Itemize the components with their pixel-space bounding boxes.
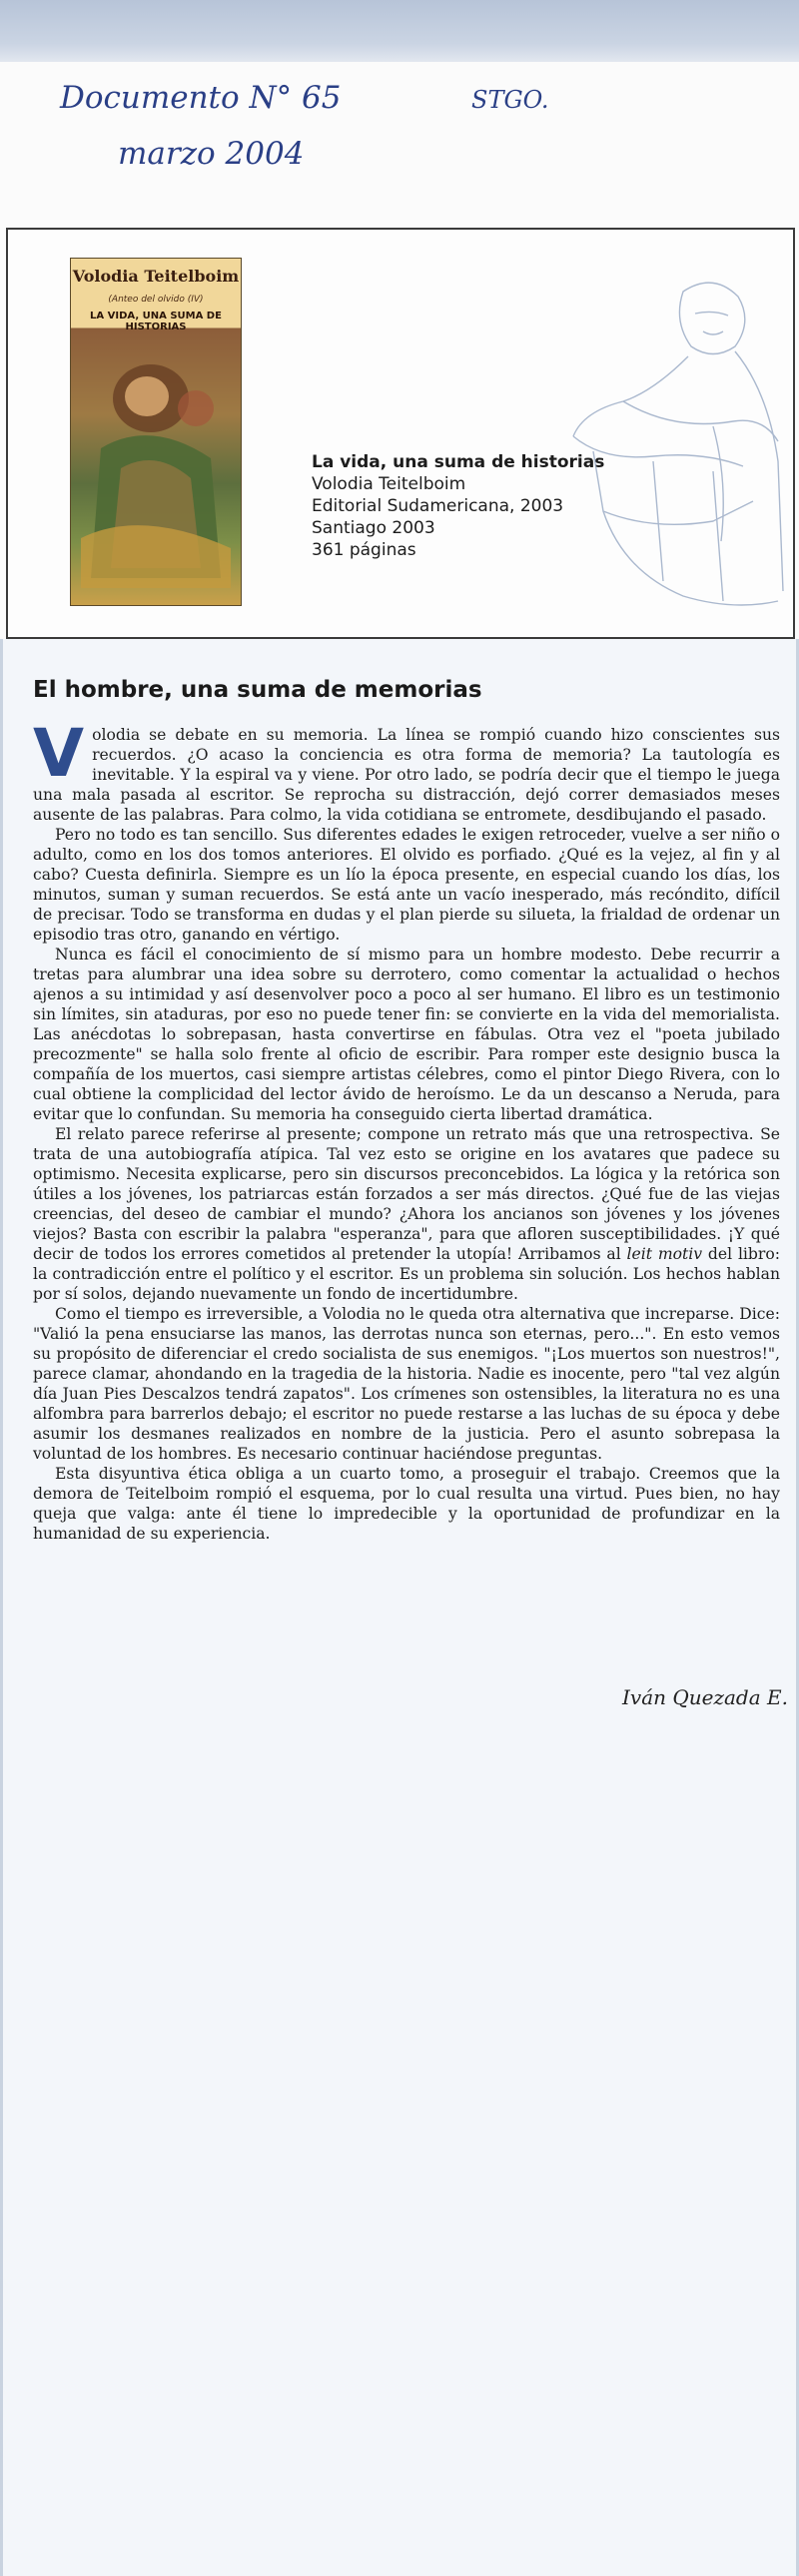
book-title: La vida, una suma de historias — [312, 452, 605, 472]
handwritten-date: marzo 2004 — [118, 136, 305, 172]
cover-title: LA VIDA, UNA SUMA DE HISTORIAS — [90, 311, 222, 332]
book-cover-image — [70, 258, 242, 606]
paragraph-3: Nunca es fácil el conocimiento de sí mismo para un hombre modesto. Debe recurrir a tretas para alumbrar una idea sobre su derrotero, como comentar la actualidad o hechos ajenos a su intimidad y así desenvolver poco a poco al ser humano. El libro es un testimonio sin límites, sin ataduras, por eso no puede tener fin: se convierte en la vida del memorialista. Las anécdotas lo sobrepasan, hasta convertirse en fábulas. Otra vez el "poeta jubilado precozmente" se halla solo frente al oficio de escribir. Para romper este designio busca la compañía de los muertos, casi siempre artistas célebres, como el pintor Diego Rivera, con lo cual obtiene la complicidad del lector ávido de heroísmo. Le da un descanso a Neruda, para evitar que lo confundan. Su memoria ha conseguido cierta libertad dramática. — [33, 946, 780, 1123]
author-signature: Iván Quezada E. — [622, 1685, 788, 1709]
book-publisher: Editorial Sudamericana, 2003 — [312, 496, 564, 516]
paragraph-1 — [33, 715, 780, 825]
paragraph-4-text-b: del libro: la contradicción entre el político y el escritor. Es un problema sin solución. Los hechos hablan por sí solos, dejando nuevamente un fondo de incertidumbre. — [33, 1245, 780, 1303]
paragraph-4-emphasis: leit motiv — [626, 1245, 703, 1263]
article-body — [33, 715, 780, 1544]
article-headline: El hombre, una suma de memorias — [33, 677, 482, 703]
cover-author: Volodia Teitelboim — [72, 267, 240, 286]
handwritten-annotation — [52, 76, 571, 196]
cover-illustration — [81, 338, 231, 588]
writer-sketch-illustration — [563, 252, 791, 621]
handwritten-document-number: Documento N° 65 — [60, 80, 342, 116]
cover-series: (Anteo del olvido (IV) — [108, 295, 204, 305]
paragraph-1-text: olodia se debate en su memoria. La línea se rompió cuando hizo conscientes sus recuerdos. ¿O acaso la conciencia es otra forma de memoria? La tautología es inevitable. Y la espiral va y viene. Por otro lado, se podría decir que el tiempo le juega una mala pasada al escritor. Se reprocha su distracción, dejó correr demasiados meses ausente de las palabras. Para colmo, la vida cotidiana se entromete, desdibujando el pasado. — [33, 726, 780, 824]
book-pages: 361 páginas — [312, 540, 416, 560]
paragraph-2: Pero no todo es tan sencillo. Sus diferentes edades le exigen retroceder, vuelve a ser niño o adulto, como en los dos tomos anteriores. El olvido es porfiado. ¿Qué es la vejez, al fin y al cabo? Cuesta definirla. Siempre es un lío la época presente, en especial cuando los días, los minutos, suman y suman recuerdos. Se está ante un vacío inesperado, más recóndito, difícil de precisar. Todo se transforma en dudas y el plan pierde su silueta, la frialdad de ordenar un episodio tras otro, ganando en vértigo. — [33, 826, 780, 944]
paragraph-4 — [33, 1124, 780, 1304]
handwritten-city: STGO. — [471, 86, 549, 114]
paragraph-6: Esta disyuntiva ética obliga a un cuarto tomo, a proseguir el trabajo. Creemos que la demora de Teitelboim rompió el esquema, por lo cual resulta una virtud. Pues bien, no hay queja que valga: ante él tiene lo impredecible y la oportunidad de profundizar en la humanidad de su experiencia. — [33, 1465, 780, 1543]
drop-cap: V — [33, 715, 85, 792]
paragraph-4-text-a: El relato parece referirse al presente; compone un retrato más que una retrospectiva. Se trata de una autobiografía atípica. Tal vez esto se origine en los avatares que padece su optimismo. Necesita explicarse, pero sin discursos preconcebidos. La lógica y la retórica son útiles a los jóvenes, los patriarcas están forzados a ser más directos. ¿Qué fue de las viejas creencias, del deseo de cambiar el mundo? ¿Ahora los ancianos son jóvenes y los jóvenes viejos? Basta con escribir la palabra "esperanza", para que afloren susceptibilidades. ¡Y qué decir de todos los errores cometidos al pretender la utopía! Arribamos al — [33, 1125, 780, 1263]
book-place-year: Santiago 2003 — [312, 518, 435, 538]
review-article — [0, 639, 799, 2576]
book-info-box — [6, 228, 795, 639]
paragraph-5: Como el tiempo es irreversible, a Volodia no le queda otra alternativa que increparse. Dice: "Valió la pena ensuciarse las manos, las derrotas nunca son eternas, pero...". En esto vemos su propósito de diferenciar el credo socialista de sus enemigos. "¡Los muertos son nuestros!", parece clamar, ahondando en la tragedia de la historia. Nadie es inocente, pero "tal vez algún día Juan Pies Descalzos tendrá zapatos". Los crímenes son ostensibles, la literatura no es una alfombra para barrerlos debajo; el escritor no puede restarse a las luchas de su época y debe asumir los desmanes realizados en nombre de la justicia. Pero el asunto sobrepasa la voluntad de los hombres. Es necesario continuar haciéndose preguntas. — [33, 1305, 780, 1463]
book-author: Volodia Teitelboim — [312, 474, 466, 494]
book-details — [312, 451, 604, 561]
top-color-band — [0, 0, 799, 62]
